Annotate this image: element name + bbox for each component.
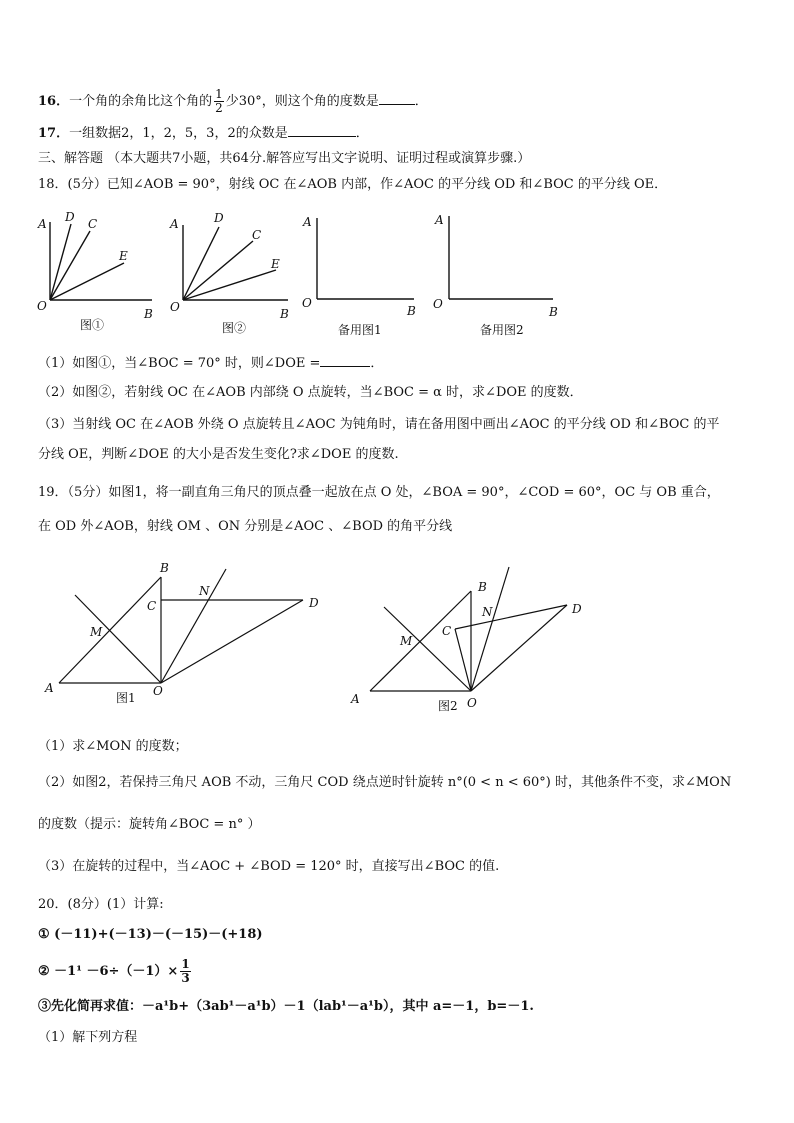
section-3-heading: 三、解答题 （本大题共7小题，共64分.解答应写出文字说明、证明过程或演算步骤.） [38,151,531,166]
q18-fig1-label-A: A [38,217,47,231]
q16-text-post: 少30°，则这个角的度数是 [225,94,379,109]
q19-fig2-label-M: M [400,634,413,648]
q18-stem: 18．(5分）已知∠AOB = 90°，射线 OC 在∠AOB 内部，作∠AOC 的平分线 OD 和∠BOC 的平分线 OE． [38,177,668,192]
q18-part-3b: 分线 OE，判断∠DOE 的大小是否发生变化?求∠DOE 的度数. [38,447,399,462]
q18-spare1-caption: 备用图1 [338,323,382,337]
q16-end: ． [414,94,428,109]
q18-part-1-text: （1）如图①，当∠BOC = 70° 时，则∠DOE = [38,356,321,371]
q16-fraction [214,88,224,115]
q19-stem-b: 在 OD 外∠AOB，射线 OM 、ON 分别是∠AOC 、∠BOD 的角平分线 [38,519,453,534]
q18-fig1-label-B: B [144,307,153,321]
q18-figure-1 [50,222,152,300]
q18-fig1-label-C: C [88,217,98,231]
q18-part-1 [38,353,383,373]
q19-fig2-label-B: B [478,580,487,594]
q18-figures [0,200,794,360]
q17-answer-blank[interactable] [288,123,356,137]
q20-calc-2-fraction [180,958,190,985]
q16-line [38,88,428,115]
q20-calc-1: ① (－11)+(－13)－(－15)－(+18) [38,927,263,942]
q19-fig1-label-B: B [160,561,169,575]
q19-fig2-label-O: O [467,696,477,710]
q18-part-1-blank[interactable] [320,353,370,367]
q19-fig1-caption: 图1 [116,691,136,705]
q18-fig2-label-B: B [280,307,289,321]
q20-calc-3: ③先化简再求值：－a¹b+（3ab¹－a¹b）－1（lab¹－a¹b），其中 a=－1，b=－1. [38,999,534,1014]
q19-fig1-label-A: A [45,681,54,695]
q18-fig2-label-D: D [214,211,224,225]
q19-fig1-label-C: C [147,599,157,613]
q19-fig2-label-N: N [482,605,493,619]
q18-fig1-label-O: O [37,299,47,313]
q20-frac-num: 1 [181,957,190,971]
q18-spare-figure-2 [449,216,553,299]
q18-spare2-caption: 备用图2 [480,323,524,337]
q19-figures [0,555,794,725]
q18-fig2-label-O: O [170,300,180,314]
q17-text: 一组数据2，1，2，5，3，2的众数是 [69,126,288,141]
q18-spare1-label-B: B [407,304,416,318]
q20-heading: 20．(8分）(1）计算: [38,897,164,912]
q19-fig1-label-N: N [199,584,210,598]
q18-spare2-label-O: O [433,297,443,311]
q19-fig2-label-D: D [572,602,582,616]
q18-part-2: （2）如图②，若射线 OC 在∠AOB 内部绕 O 点旋转，当∠BOC = α 时，求∠DOE 的度数． [38,385,583,400]
q18-fig2-label-E: E [271,257,280,271]
q18-spare2-label-A: A [435,213,444,227]
q16-number: 16． [38,94,70,109]
q17-number: 17． [38,126,70,141]
q18-part-3a: （3）当射线 OC 在∠AOB 外绕 O 点旋转且∠AOC 为钝角时，请在备用图中画出∠AOC 的平分线 OD 和∠BOC 的平 [38,417,720,432]
q17-line [38,123,369,143]
q19-part-2a: （2）如图2，若保持三角尺 AOB 不动，三角尺 COD 绕点逆时针旋转 n°(0 < n < 60°) 时，其他条件不变，求∠MON [38,775,732,790]
q20-frac-den: 3 [181,971,190,985]
q16-frac-den: 2 [215,101,223,115]
q20-calc-2 [38,958,193,985]
q19-part-3: （3）在旋转的过程中，当∠AOC + ∠BOD = 120° 时，直接写出∠BOC 的值. [38,859,500,874]
q19-fig1-label-M: M [90,625,103,639]
q18-fig2-label-A: A [170,217,179,231]
q19-fig2-label-C: C [442,624,452,638]
q19-stem-a: 19．（5分）如图1，将一副直角三角尺的顶点叠一起放在点 O 处，∠BOA = 90°，∠COD = 60°，OC 与 OB 重合， [38,485,720,500]
q18-fig2-label-C: C [252,228,262,242]
q17-end: ． [355,126,369,141]
q18-spare-figure-1 [317,218,414,299]
q19-part-2b: 的度数（提示：旋转角∠BOC = n° ） [38,817,261,832]
q20-calc-2-text: ② －1¹ －6÷（－1）× [38,964,179,979]
q18-fig1-label-E: E [119,249,128,263]
q18-fig1-label-D: D [65,210,75,224]
q16-text-pre: 一个角的余角比这个角的 [69,94,213,109]
q18-fig2-caption: 图② [222,321,247,335]
q18-spare2-label-B: B [549,305,558,319]
q19-fig1-label-D: D [309,596,319,610]
q18-spare1-label-A: A [303,215,312,229]
q19-fig2-label-A: A [351,692,360,706]
q16-frac-num: 1 [215,87,223,101]
q18-part-1-end: ． [370,356,384,371]
q18-spare1-label-O: O [302,296,312,310]
q19-part-1: （1）求∠MON 的度数； [38,739,188,754]
q20-solve-heading: （1）解下列方程 [38,1030,138,1045]
q19-fig2-caption: 图2 [438,699,458,713]
q19-figure-2 [370,567,567,691]
q19-fig1-label-O: O [153,684,163,698]
q16-answer-blank[interactable] [379,91,415,105]
q18-fig1-caption: 图① [80,318,105,332]
